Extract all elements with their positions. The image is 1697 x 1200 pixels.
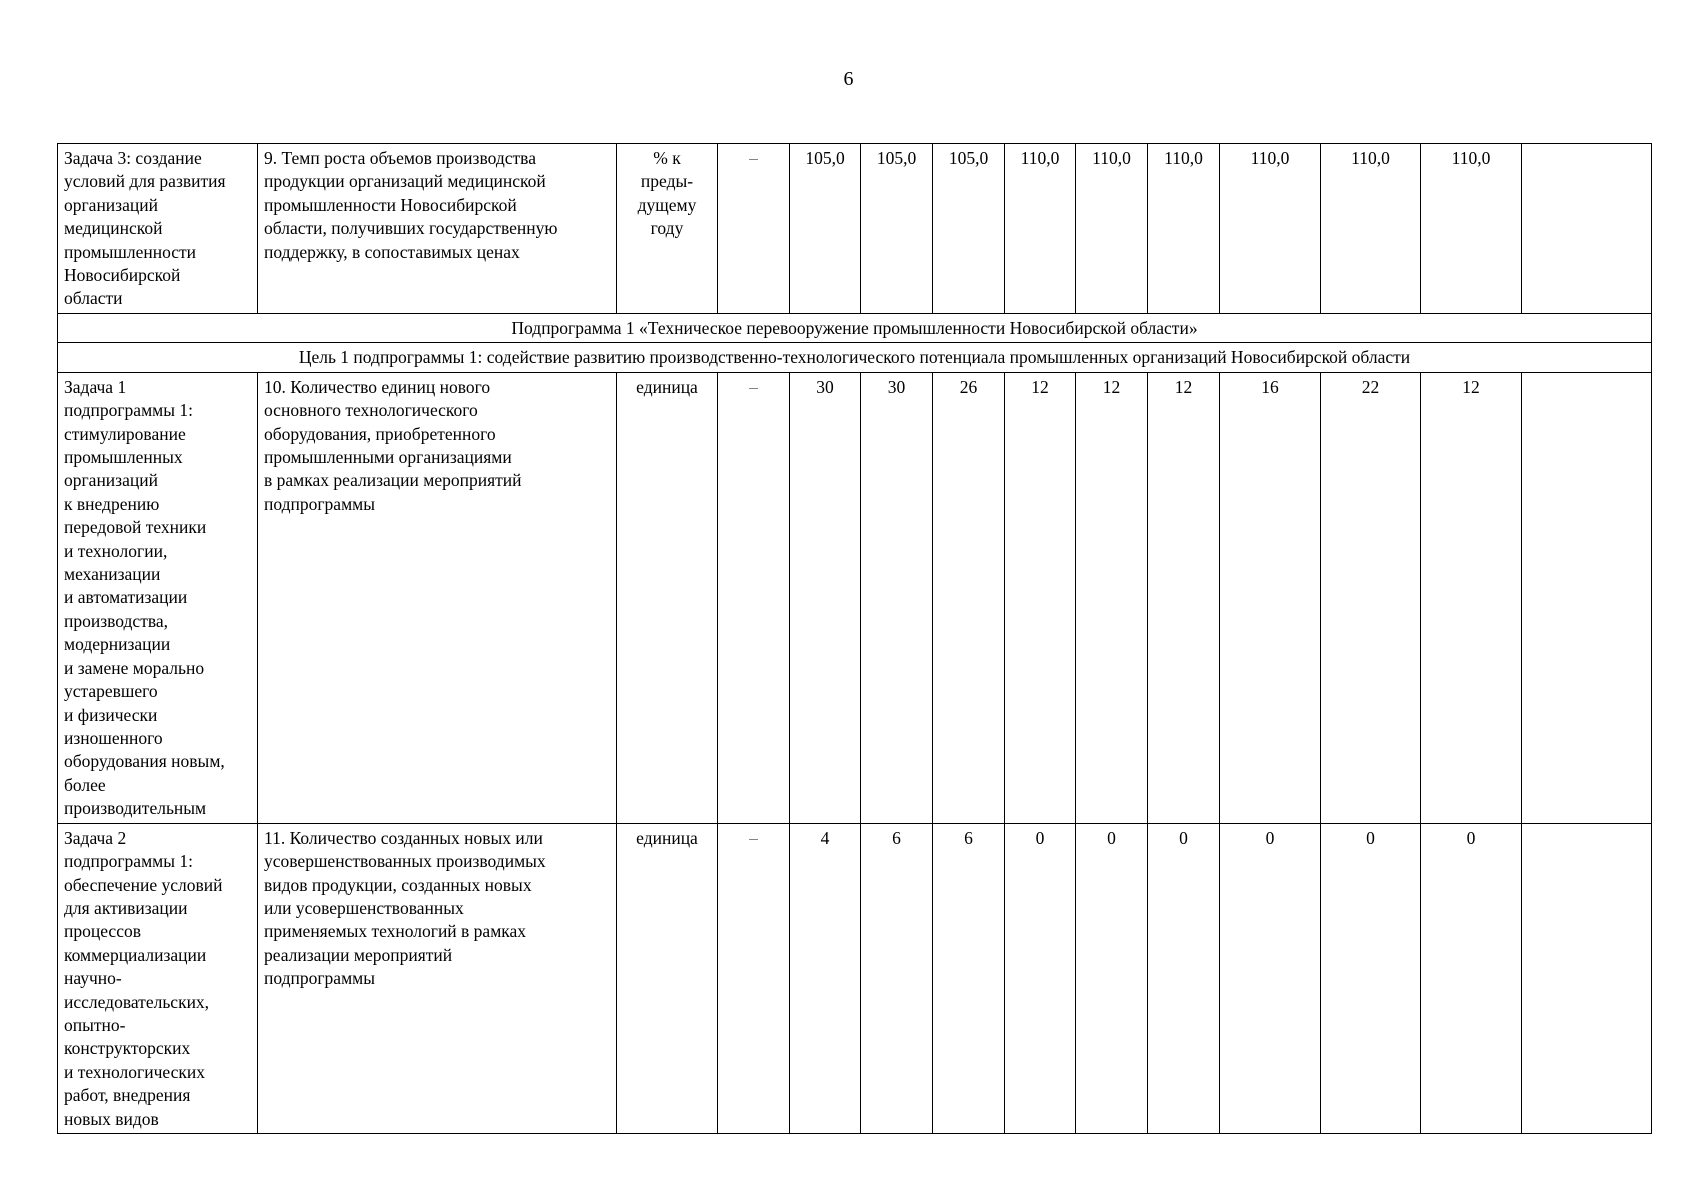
value-cell: 110,0	[1076, 144, 1148, 314]
base-value-cell: –	[718, 144, 790, 314]
task-cell: Задача 1 подпрограммы 1: стимулирование промышленных организаций к внедрению передовой техники и технологии, механизации и автоматизации производства, модернизации и замене морально устаревшего и физически изношенного оборудования новым, более производительным	[58, 372, 258, 823]
unit-cell: единица	[617, 823, 718, 1133]
value-cell: 110,0	[1005, 144, 1076, 314]
table-row	[58, 314, 1652, 343]
value-cell: 0	[1005, 823, 1076, 1133]
value-cell: 0	[1148, 823, 1220, 1133]
empty-cell	[1522, 372, 1652, 823]
value-cell: 105,0	[933, 144, 1005, 314]
value-cell: 26	[933, 372, 1005, 823]
value-cell: 105,0	[861, 144, 933, 314]
value-cell: 110,0	[1421, 144, 1522, 314]
value-cell: 6	[861, 823, 933, 1133]
unit-cell: единица	[617, 372, 718, 823]
task-cell: Задача 2 подпрограммы 1: обеспечение условий для активизации процессов коммерциализации научно- исследовательских, опытно- конструкторских и технологических работ, внедрения новых видов	[58, 823, 258, 1133]
subprogram-header: Подпрограмма 1 «Техническое перевооружение промышленности Новосибирской области»	[58, 314, 1652, 343]
goal-header: Цель 1 подпрограммы 1: содействие развитию производственно-технологического потенциала промышленных организаций Новосибирской области	[58, 343, 1652, 372]
value-cell: 22	[1321, 372, 1421, 823]
value-cell: 0	[1421, 823, 1522, 1133]
empty-cell	[1522, 823, 1652, 1133]
table-row	[58, 144, 1652, 314]
indicator-cell: 10. Количество единиц нового основного технологического оборудования, приобретенного промышленными организациями в рамках реализации мероприятий подпрограммы	[258, 372, 617, 823]
value-cell: 4	[790, 823, 861, 1133]
base-value-cell: –	[718, 372, 790, 823]
empty-cell	[1522, 144, 1652, 314]
task-cell: Задача 3: создание условий для развития организаций медицинской промышленности Новосибирской области	[58, 144, 258, 314]
value-cell: 110,0	[1148, 144, 1220, 314]
value-cell: 105,0	[790, 144, 861, 314]
table-row	[58, 372, 1652, 823]
value-cell: 12	[1421, 372, 1522, 823]
value-cell: 110,0	[1220, 144, 1321, 314]
value-cell: 110,0	[1321, 144, 1421, 314]
value-cell: 12	[1076, 372, 1148, 823]
indicator-cell: 11. Количество созданных новых или усовершенствованных производимых видов продукции, созданных новых или усовершенствованных применяемых технологий в рамках реализации мероприятий подпрограммы	[258, 823, 617, 1133]
value-cell: 16	[1220, 372, 1321, 823]
value-cell: 6	[933, 823, 1005, 1133]
table-row	[58, 343, 1652, 372]
value-cell: 30	[790, 372, 861, 823]
page-number: 6	[843, 68, 854, 90]
table-row	[58, 823, 1652, 1133]
indicator-cell: 9. Темп роста объемов производства продукции организаций медицинской промышленности Новосибирской области, получивших государственную поддержку, в сопоставимых ценах	[258, 144, 617, 314]
value-cell: 0	[1076, 823, 1148, 1133]
value-cell: 12	[1005, 372, 1076, 823]
value-cell: 12	[1148, 372, 1220, 823]
base-value-cell: –	[718, 823, 790, 1133]
indicators-table	[57, 143, 1652, 1134]
value-cell: 0	[1220, 823, 1321, 1133]
value-cell: 30	[861, 372, 933, 823]
value-cell: 0	[1321, 823, 1421, 1133]
unit-cell: % к преды- дущему году	[617, 144, 718, 314]
